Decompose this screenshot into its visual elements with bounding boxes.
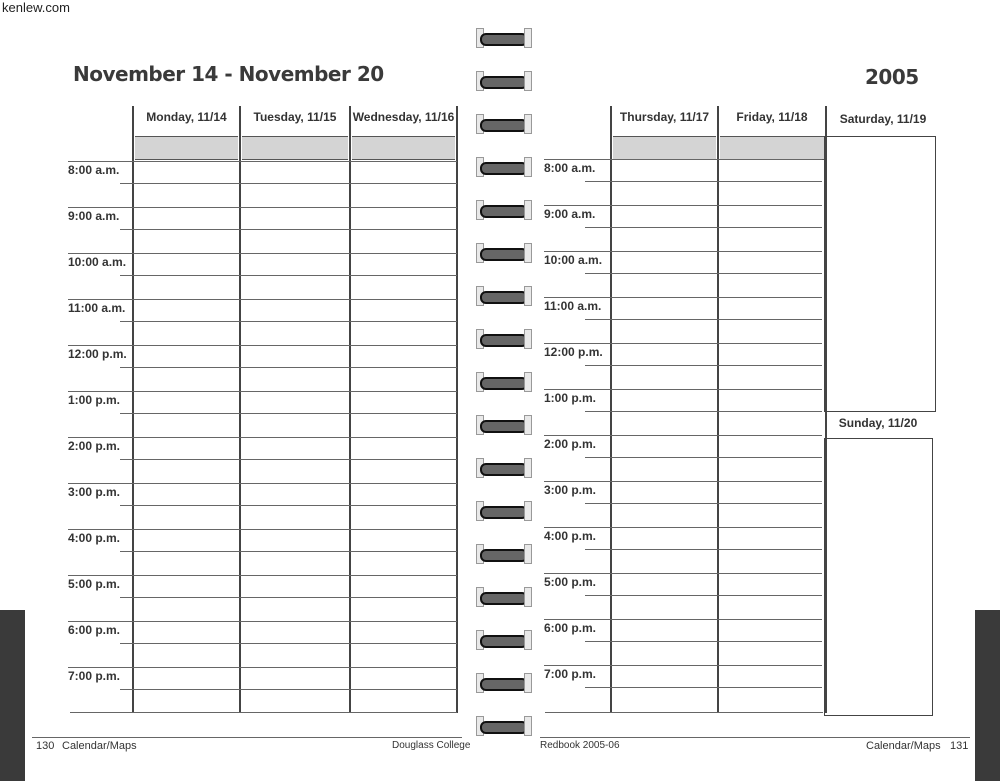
time-label: 11:00 a.m.: [68, 301, 126, 315]
left-footer-section: Calendar/Maps: [62, 740, 137, 752]
hour-rule: [544, 297, 822, 298]
half-hour-rule: [585, 595, 822, 596]
binding-ring: [476, 159, 532, 173]
time-label: 4:00 p.m.: [544, 529, 597, 543]
half-hour-rule: [120, 229, 457, 230]
half-hour-rule: [585, 181, 822, 182]
half-hour-rule: [585, 411, 822, 412]
hour-rule: [68, 345, 457, 346]
table-edge-right: [975, 610, 1000, 781]
time-label: 6:00 p.m.: [544, 621, 597, 635]
right-footer-book: Redbook 2005-06: [540, 740, 620, 751]
hour-rule: [68, 529, 457, 530]
binding-ring: [476, 116, 532, 130]
binding-ring: [476, 288, 532, 302]
hour-rule: [68, 483, 457, 484]
hour-rule: [544, 619, 822, 620]
hour-rule: [544, 205, 822, 206]
table-edge-left: [0, 610, 25, 781]
hour-rule: [544, 251, 822, 252]
hour-rule: [544, 573, 822, 574]
hour-rule: [544, 481, 822, 482]
day-shade-row: [613, 136, 716, 160]
time-label: 1:00 p.m.: [68, 393, 121, 407]
bottom-rule: [70, 712, 457, 713]
day-shade-row: [352, 136, 455, 160]
half-hour-rule: [120, 183, 457, 184]
hour-rule: [544, 665, 822, 666]
half-hour-rule: [585, 549, 822, 550]
hour-rule: [544, 389, 822, 390]
hour-rule: [68, 299, 457, 300]
half-hour-rule: [585, 503, 822, 504]
time-label: 8:00 a.m.: [544, 161, 596, 175]
time-label: 5:00 p.m.: [68, 577, 121, 591]
hour-rule: [68, 575, 457, 576]
day-header: Tuesday, 11/15: [253, 110, 337, 124]
day-header: Thursday, 11/17: [619, 110, 710, 124]
half-hour-rule: [120, 275, 457, 276]
hour-rule: [68, 253, 457, 254]
time-label: 2:00 p.m.: [544, 437, 597, 451]
binding-ring: [476, 675, 532, 689]
half-hour-rule: [585, 457, 822, 458]
left-footer-rule: [32, 737, 462, 738]
bottom-rule: [545, 712, 823, 713]
spiral-binding: [468, 0, 538, 781]
half-hour-rule: [120, 643, 457, 644]
saturday-header: Saturday, 11/19: [839, 112, 927, 126]
day-header: Friday, 11/18: [736, 110, 808, 124]
time-label: 4:00 p.m.: [68, 531, 121, 545]
hour-rule: [544, 343, 822, 344]
left-footer-publisher: Douglass College: [392, 740, 471, 751]
time-label: 7:00 p.m.: [544, 667, 597, 681]
binding-ring: [476, 30, 532, 44]
time-label: 8:00 a.m.: [68, 163, 120, 177]
half-hour-rule: [585, 641, 822, 642]
time-label: 10:00 a.m.: [544, 253, 603, 267]
sunday-box: [824, 438, 933, 716]
time-label: 3:00 p.m.: [544, 483, 597, 497]
half-hour-rule: [120, 413, 457, 414]
left-page-number: 130: [36, 740, 55, 752]
half-hour-rule: [120, 367, 457, 368]
day-shade-row: [242, 136, 348, 160]
binding-ring: [476, 718, 532, 732]
year-title: 2005: [865, 65, 919, 89]
time-label: 7:00 p.m.: [68, 669, 121, 683]
time-label: 11:00 a.m.: [544, 299, 602, 313]
watermark: kenlew.com: [2, 0, 70, 15]
half-hour-rule: [120, 551, 457, 552]
binding-ring: [476, 460, 532, 474]
right-page-number: 131: [950, 740, 969, 752]
binding-ring: [476, 503, 532, 517]
time-label: 9:00 a.m.: [544, 207, 596, 221]
binding-ring: [476, 632, 532, 646]
binding-ring: [476, 546, 532, 560]
day-shade-row: [720, 136, 824, 160]
hour-rule: [68, 161, 457, 162]
hour-rule: [68, 667, 457, 668]
half-hour-rule: [585, 273, 822, 274]
hour-rule: [68, 207, 457, 208]
half-hour-rule: [120, 459, 457, 460]
time-label: 6:00 p.m.: [68, 623, 121, 637]
column-divider: [610, 106, 612, 713]
day-header: Monday, 11/14: [146, 110, 227, 124]
hour-rule: [68, 621, 457, 622]
half-hour-rule: [120, 505, 457, 506]
right-footer-rule: [540, 737, 970, 738]
half-hour-rule: [585, 227, 822, 228]
time-label: 2:00 p.m.: [68, 439, 121, 453]
saturday-box: [824, 136, 936, 412]
half-hour-rule: [585, 365, 822, 366]
week-title: November 14 - November 20: [73, 62, 384, 86]
binding-ring: [476, 331, 532, 345]
time-label: 3:00 p.m.: [68, 485, 121, 499]
time-label: 10:00 a.m.: [68, 255, 127, 269]
right-footer-section: Calendar/Maps: [866, 740, 941, 752]
time-label: 12:00 p.m.: [544, 345, 603, 359]
hour-rule: [68, 391, 457, 392]
time-label: 5:00 p.m.: [544, 575, 597, 589]
sunday-header: Sunday, 11/20: [838, 416, 918, 430]
half-hour-rule: [120, 597, 457, 598]
half-hour-rule: [585, 687, 822, 688]
time-label: 1:00 p.m.: [544, 391, 597, 405]
hour-rule: [544, 159, 822, 160]
binding-ring: [476, 202, 532, 216]
binding-ring: [476, 374, 532, 388]
half-hour-rule: [120, 689, 457, 690]
day-header: Wednesday, 11/16: [352, 110, 455, 124]
hour-rule: [544, 435, 822, 436]
binding-ring: [476, 589, 532, 603]
day-shade-row: [135, 136, 238, 160]
hour-rule: [68, 437, 457, 438]
binding-ring: [476, 245, 532, 259]
column-divider: [717, 106, 719, 713]
half-hour-rule: [120, 321, 457, 322]
half-hour-rule: [585, 319, 822, 320]
binding-ring: [476, 73, 532, 87]
time-label: 9:00 a.m.: [68, 209, 120, 223]
hour-rule: [544, 527, 822, 528]
time-label: 12:00 p.m.: [68, 347, 127, 361]
binding-ring: [476, 417, 532, 431]
